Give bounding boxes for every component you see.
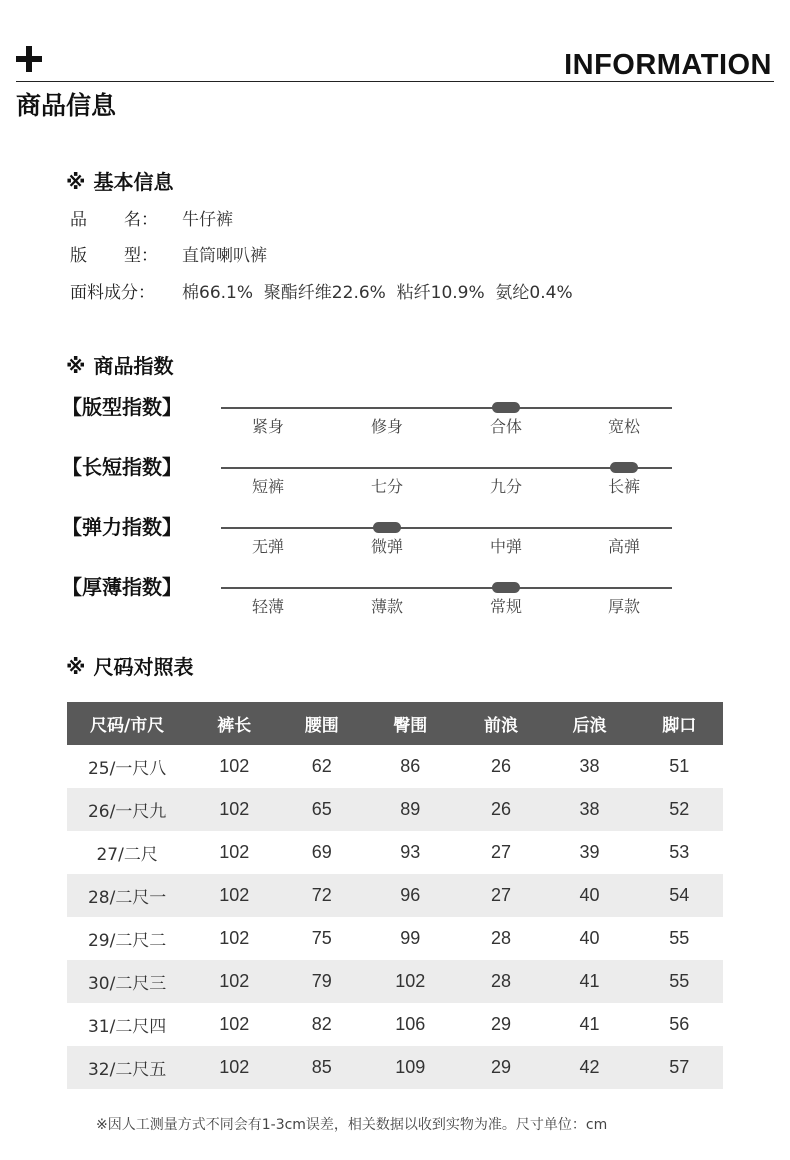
table-cell: 28 — [458, 960, 543, 1003]
table-cell: 27/二尺 — [96, 845, 158, 865]
table-cell: 40 — [579, 928, 600, 948]
section-mark: ※ — [66, 170, 86, 194]
index-track — [221, 587, 672, 589]
table-row — [67, 874, 723, 917]
table-cell: 26 — [491, 756, 512, 776]
table-header-cell: 裤长 — [187, 702, 281, 745]
table-cell: 102 — [187, 788, 281, 831]
section-title-text: 基本信息 — [93, 170, 174, 194]
table-cell: 54 — [635, 874, 723, 917]
table-cell: 51 — [669, 756, 690, 776]
table-cell: 41 — [544, 960, 636, 1003]
section-title-text: 尺码对照表 — [93, 655, 194, 679]
index-option: 合体 — [489, 417, 523, 436]
table-row — [67, 1003, 723, 1046]
table-cell: 28/二尺一 — [67, 874, 187, 917]
table-cell: 31/二尺四 — [87, 1017, 167, 1037]
section-mark: ※ — [66, 354, 86, 378]
table-cell: 82 — [311, 1014, 332, 1034]
index-track — [221, 407, 672, 409]
table-cell: 62 — [311, 756, 332, 776]
table-cell: 27 — [458, 874, 543, 917]
index-label: 【弹力指数】 — [62, 515, 182, 539]
table-cell: 26/一尺九 — [67, 788, 187, 831]
table-cell: 41 — [579, 1014, 600, 1034]
index-indicator — [610, 462, 638, 473]
index-option: 轻薄 — [251, 597, 285, 616]
index-option: 微弹 — [370, 537, 404, 556]
table-cell: 57 — [635, 1046, 723, 1089]
table-header-cell: 脚口 — [635, 702, 723, 745]
table-cell: 72 — [281, 874, 362, 917]
index-track — [221, 527, 672, 529]
table-cell: 102 — [219, 756, 250, 776]
table-cell: 93 — [400, 842, 421, 862]
table-cell: 29 — [458, 1046, 543, 1089]
table-cell: 29 — [491, 1014, 512, 1034]
index-indicator — [373, 522, 401, 533]
table-cell: 89 — [362, 788, 458, 831]
table-cell: 30/二尺三 — [67, 960, 187, 1003]
table-cell: 69 — [311, 842, 332, 862]
table-cell: 26 — [458, 788, 543, 831]
info-row-fit — [70, 243, 267, 269]
section-title-basic — [66, 168, 173, 196]
table-cell: 27 — [491, 842, 512, 862]
table-cell: 96 — [362, 874, 458, 917]
table-header-cell: 尺码/市尺 — [67, 702, 187, 745]
section-mark: ※ — [66, 655, 86, 679]
table-cell: 56 — [669, 1014, 690, 1034]
table-cell: 40 — [544, 874, 636, 917]
index-option: 短裤 — [251, 477, 285, 496]
table-cell: 102 — [219, 1014, 250, 1034]
table-cell: 109 — [362, 1046, 458, 1089]
table-cell: 55 — [669, 928, 690, 948]
info-value: 直筒喇叭裤 — [182, 246, 267, 266]
size-table-header — [67, 702, 723, 745]
table-header-cell: 腰围 — [281, 702, 362, 745]
table-cell: 42 — [544, 1046, 636, 1089]
table-cell: 86 — [400, 756, 421, 776]
page-title: 商品信息 — [16, 91, 117, 120]
table-cell: 65 — [281, 788, 362, 831]
index-option: 高弹 — [607, 537, 641, 556]
table-cell: 38 — [579, 756, 600, 776]
table-cell: 79 — [281, 960, 362, 1003]
table-cell: 106 — [395, 1014, 426, 1034]
index-label: 【版型指数】 — [62, 395, 182, 419]
index-option: 宽松 — [607, 417, 641, 436]
header-eng-title: INFORMATION — [564, 49, 772, 81]
index-option: 薄款 — [370, 597, 404, 616]
info-label: 品 名： — [70, 210, 158, 230]
table-header-cell: 臀围 — [362, 702, 458, 745]
section-title-text: 商品指数 — [93, 354, 174, 378]
table-cell: 29/二尺二 — [87, 931, 167, 951]
table-cell: 53 — [669, 842, 690, 862]
index-option: 中弹 — [489, 537, 523, 556]
info-label: 面料成分： — [70, 283, 155, 303]
info-value: 棉66.1% 聚酯纤维22.6% 粘纤10.9% 氨纶0.4% — [182, 283, 573, 303]
info-row-fabric — [70, 280, 573, 306]
index-option: 长裤 — [607, 477, 641, 496]
info-value: 牛仔裤 — [182, 210, 233, 230]
table-row — [67, 960, 723, 1003]
table-cell: 28 — [491, 928, 512, 948]
index-option: 紧身 — [251, 417, 285, 436]
index-option: 修身 — [370, 417, 404, 436]
info-label: 版 型： — [70, 246, 158, 266]
table-cell: 102 — [362, 960, 458, 1003]
table-row — [67, 788, 723, 831]
table-row — [67, 831, 723, 874]
table-cell: 55 — [635, 960, 723, 1003]
table-row — [67, 1046, 723, 1089]
index-option: 九分 — [489, 477, 523, 496]
table-cell: 102 — [187, 960, 281, 1003]
size-table — [67, 702, 723, 1089]
table-cell: 25/一尺八 — [87, 759, 167, 779]
index-label: 【长短指数】 — [62, 455, 182, 479]
table-cell: 99 — [400, 928, 421, 948]
table-row — [67, 745, 723, 788]
index-track — [221, 467, 672, 469]
index-option: 无弹 — [251, 537, 285, 556]
table-row — [67, 917, 723, 960]
section-title-size — [66, 653, 193, 681]
plus-icon — [16, 46, 42, 72]
table-cell: 102 — [219, 842, 250, 862]
section-title-index — [66, 352, 173, 380]
index-indicator — [492, 582, 520, 593]
index-option: 厚款 — [607, 597, 641, 616]
index-option: 七分 — [370, 477, 404, 496]
table-cell: 39 — [579, 842, 600, 862]
index-indicator — [492, 402, 520, 413]
footnote: ※因人工测量方式不同会有1-3cm误差，相关数据以收到实物为准。尺寸单位：cm — [96, 1117, 608, 1133]
table-cell: 75 — [311, 928, 332, 948]
table-cell: 52 — [635, 788, 723, 831]
table-cell: 102 — [219, 928, 250, 948]
table-header-cell: 后浪 — [544, 702, 636, 745]
table-cell: 38 — [544, 788, 636, 831]
header-divider — [16, 81, 774, 82]
index-option: 常规 — [489, 597, 523, 616]
table-header-cell: 前浪 — [458, 702, 543, 745]
info-row-name — [70, 207, 233, 233]
table-cell: 85 — [281, 1046, 362, 1089]
table-cell: 102 — [187, 874, 281, 917]
table-cell: 102 — [187, 1046, 281, 1089]
table-cell: 32/二尺五 — [67, 1046, 187, 1089]
index-label: 【厚薄指数】 — [62, 575, 182, 599]
